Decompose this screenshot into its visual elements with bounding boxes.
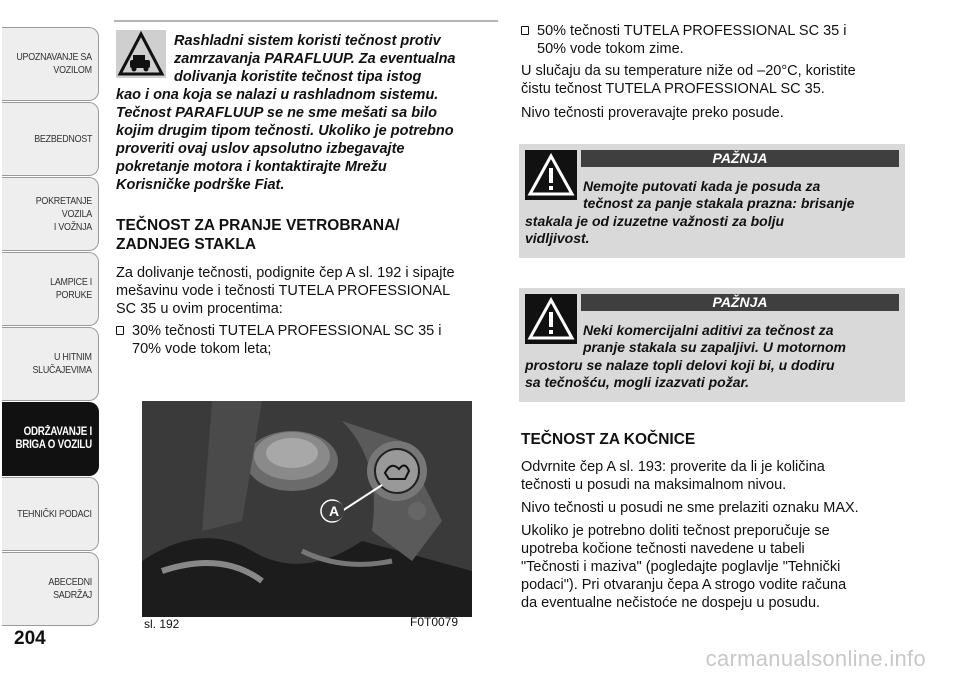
level-check-text: Nivo tečnosti proveravajte preko posude. <box>521 105 784 121</box>
bullet-line: 50% vode tokom zime. <box>537 41 684 57</box>
brake-line-2: tečnosti u posudi na maksimalnom nivou. <box>521 477 787 493</box>
warning2-line-4: sa tečnošću, mogli izazvati požar. <box>525 374 750 390</box>
figure-caption: sl. 192 <box>144 617 180 631</box>
figure-code: F0T0079 <box>410 615 459 629</box>
caution-line-9: Korisničke podrške Fiat. <box>116 177 285 193</box>
warning2-line-3: prostoru se nalaze topli delovi koji bi, u dodiru <box>525 357 835 373</box>
tab-label: POKRETANJE VOZILA I VOŽNJA <box>35 194 92 233</box>
tab-pokretanje[interactable] <box>2 177 99 251</box>
tab-label: UPOZNAVANJE SA VOZILOM <box>16 51 92 76</box>
caution-line-5: Tečnost PARAFLUUP se ne sme mešati sa bilo <box>116 105 437 121</box>
caution-line-1: Rashladni sistem koristi tečnost protiv <box>174 33 441 49</box>
caution-line-2: zamrzavanja PARAFLUUP. Za eventualna <box>174 51 456 67</box>
brake-max-text: Nivo tečnosti u posudi ne sme prelaziti oznaku MAX. <box>521 500 859 516</box>
caution-line-8: pokretanje motora i kontaktirajte Mrežu <box>116 159 387 175</box>
intro-line-2: mešavinu vode i tečnosti TUTELA PROFESSIONAL <box>116 283 451 299</box>
brake-line-1: Odvrnite čep A sl. 193: proverite da li je količina <box>521 459 825 475</box>
tab-label: ODRŽAVANJE I BRIGA O VOZILU <box>15 426 92 451</box>
brake-line-7: da eventualne nečistoće ne dospeju u posudu. <box>521 595 821 611</box>
caution-line-4: kao i ona koja se nalazi u rashladnom sistemu. <box>116 87 439 103</box>
brake-line-5: "Tečnosti i maziva" (pogledajte poglavlje "Tehnički <box>521 559 841 575</box>
warning-box-1 <box>519 144 905 258</box>
warning1-line-2: tečnost za panje stakala prazna: brisanje <box>583 195 855 211</box>
section-heading-washer-1: TEČNOST ZA PRANJE VETROBRANA/ <box>116 217 400 234</box>
bullet-winter <box>521 22 846 58</box>
tab-label: TEHNIČKI PODACI <box>17 507 92 520</box>
tab-label: U HITNIM SLUČAJEVIMA <box>32 351 92 376</box>
caution-line-3: dolivanja koristite tečnost tipa istog <box>174 69 422 85</box>
brake-line-4: upotreba kočione tečnosti navedene u tabeli <box>521 541 805 557</box>
page-number: 204 <box>14 628 46 649</box>
section-heading-brakes: TEČNOST ZA KOČNICE <box>521 431 696 448</box>
caution-line-6: kojim drugim tipom tečnosti. Ukoliko je potrebno <box>116 123 454 139</box>
top-divider <box>114 20 498 22</box>
warning1-line-1: Nemojte putovati kada je posuda za <box>583 178 821 194</box>
temp-line-1: U slučaju da su temperature niže od –20°C, koristite <box>521 63 856 79</box>
tab-bezbednost[interactable] <box>2 102 99 176</box>
warning-triangle-icon <box>525 294 577 344</box>
section-heading-washer-2: ZADNJEG STAKLA <box>116 236 257 253</box>
brake-line-6: podaci"). Pri otvaranju čepa A strogo vodite računa <box>521 577 847 593</box>
bullet-line: 70% vode tokom leta; <box>132 341 272 357</box>
intro-line-1: Za dolivanje tečnosti, podignite čep A sl. 192 i sipajte <box>116 265 455 281</box>
tab-tehnicki[interactable] <box>2 477 99 551</box>
watermark: carmanualsonline.info <box>705 646 926 671</box>
bullet-line: 30% tečnosti TUTELA PROFESSIONAL SC 35 i <box>132 323 442 339</box>
tab-label: ABECEDNI SADRŽAJ <box>48 576 92 601</box>
engine-figure <box>142 401 472 617</box>
callout-a: A <box>324 501 344 521</box>
temp-line-2: čistu tečnost TUTELA PROFESSIONAL SC 35. <box>521 81 825 97</box>
bullet-line: 50% tečnosti TUTELA PROFESSIONAL SC 35 i <box>537 23 847 39</box>
tab-sadrzaj[interactable] <box>2 552 99 626</box>
tab-upoznavanje[interactable] <box>2 27 99 101</box>
warning-triangle-icon <box>525 150 577 200</box>
bullet-summer <box>116 322 441 358</box>
warning2-line-1: Neki komercijalni aditivi za tečnost za <box>583 322 834 338</box>
warning-title: PAŽNJA <box>581 294 899 311</box>
tab-label: BEZBEDNOST <box>34 132 92 145</box>
warning1-line-3: stakala je od izuzetne važnosti za bolju <box>525 213 785 229</box>
warning-title: PAŽNJA <box>581 150 899 167</box>
tab-hitni[interactable] <box>2 327 99 401</box>
tab-label: LAMPICE I PORUKE <box>50 276 92 301</box>
brake-line-3: Ukoliko je potrebno doliti tečnost preporučuje se <box>521 523 830 539</box>
intro-line-3: SC 35 u ovim procentima: <box>116 301 283 317</box>
tab-lampice[interactable] <box>2 252 99 326</box>
car-caution-icon <box>116 30 166 78</box>
caution-line-7: proveriti ovaj uslov apsolutno izbegavajte <box>116 141 405 157</box>
warning2-line-2: pranje stakala su zapaljivi. U motornom <box>583 339 846 355</box>
tab-odrzavanje[interactable] <box>2 402 99 476</box>
warning1-line-4: vidljivost. <box>525 230 590 246</box>
warning-box-2 <box>519 288 905 402</box>
